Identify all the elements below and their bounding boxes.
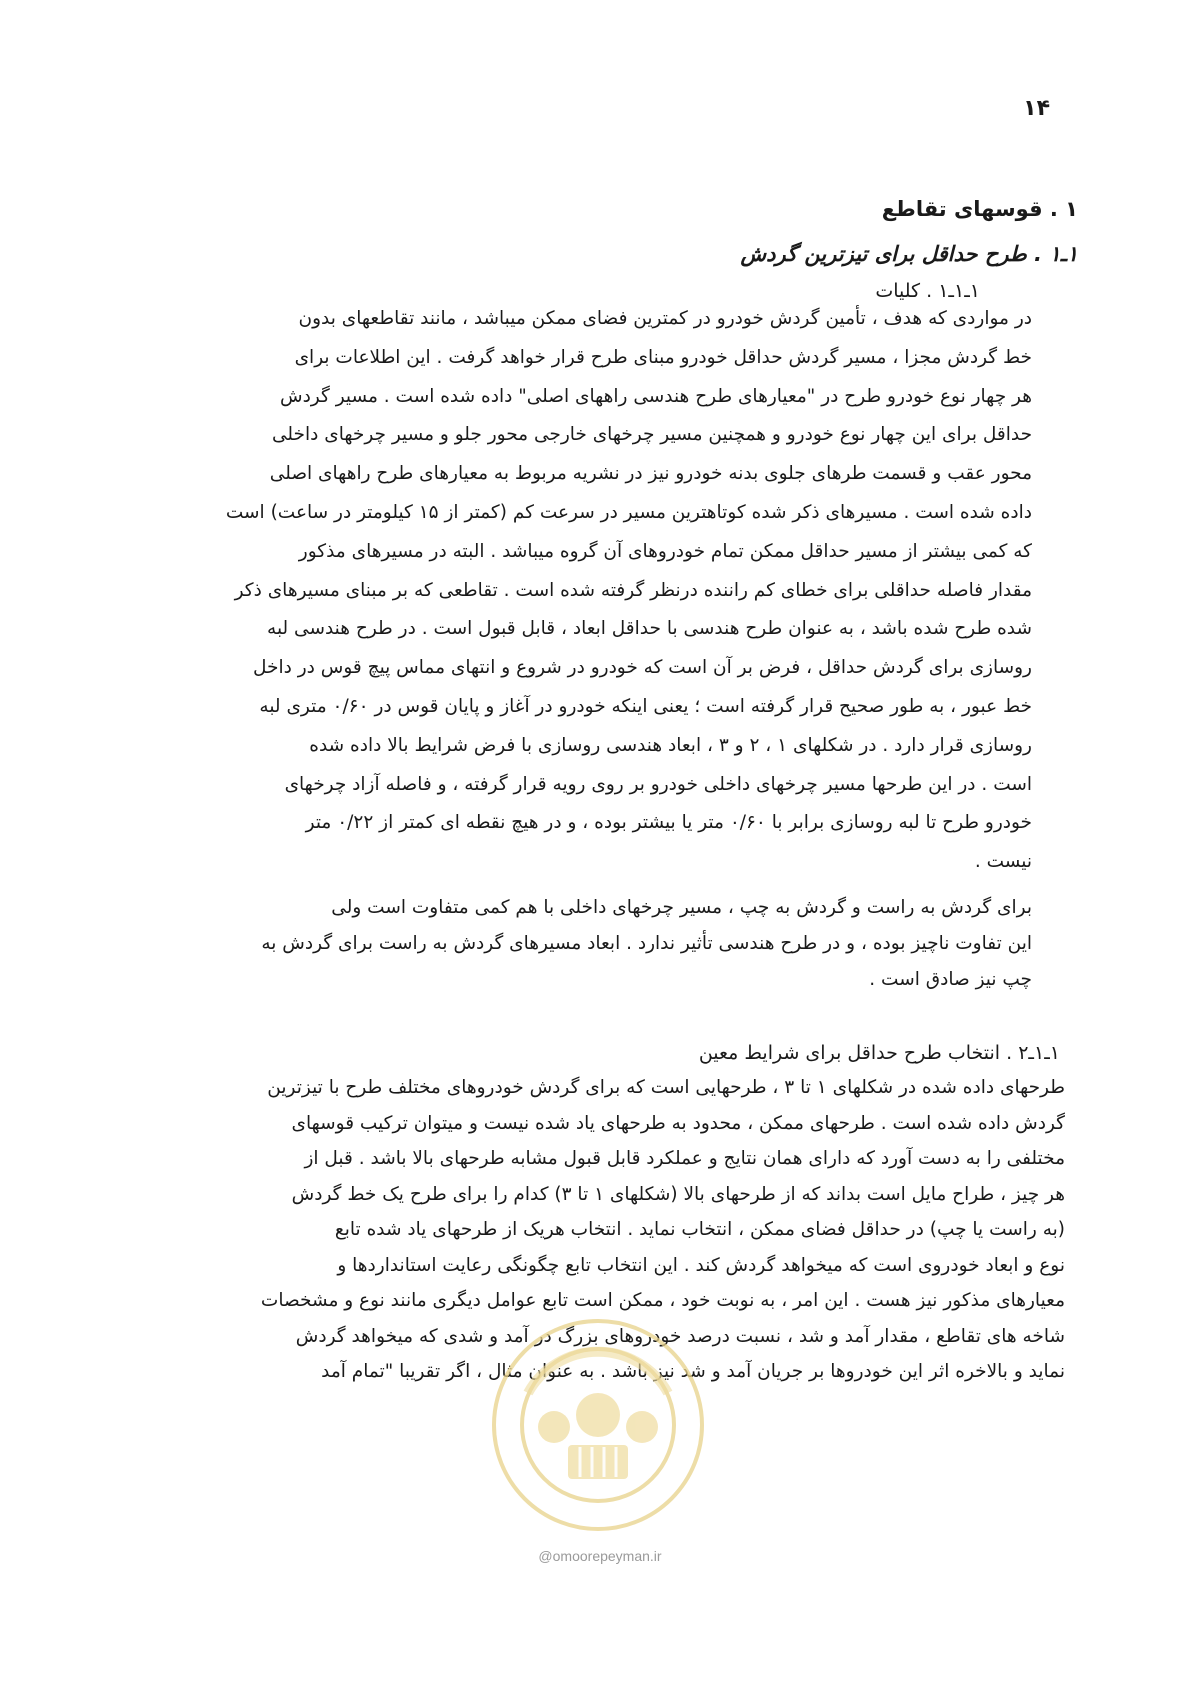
watermark-seal-icon <box>488 1315 708 1535</box>
subsubsection-heading-general: ۱ـ۱ـ۱ . کلیات <box>875 280 980 302</box>
text-line: نیست . <box>974 851 1032 873</box>
subsection-heading: ۱ـ۱ . طرح حداقل برای تیزترین گردش <box>740 242 1078 266</box>
watermark-url: @omoorepeyman.ir <box>538 1548 662 1564</box>
text-line: مقدار فاصله حداقلی برای خطای کم راننده درنظر گرفته شده است . تقاطعی که بر مبنای مسیرهای ذکر <box>234 579 1032 601</box>
subsubsection-heading-selection: ۱ـ۱ـ۲ . انتخاب طرح حداقل برای شرایط معین <box>698 1042 1060 1064</box>
text-line: محور عقب و قسمت طرهای جلوی بدنه خودرو نیز در نشریه مربوط به معیارهای طرح راههای اصلی <box>269 463 1032 485</box>
text-line: چپ نیز صادق است . <box>869 969 1032 990</box>
text-line: این تفاوت ناچیز بوده ، و در طرح هندسی تأثیر ندارد . ابعاد مسیرهای گردش به راست برای گردش به <box>261 933 1032 954</box>
text-line: (به راست یا چپ) در حداقل فضای ممکن ، انتخاب نماید . انتخاب هریک از طرحهای یاد شده تابع <box>334 1219 1065 1240</box>
text-line: هر چهار نوع خودرو طرح در "معیارهای طرح هندسی راههای اصلی" داده شده است . مسیر گردش <box>279 385 1032 407</box>
page-number: ۱۴ <box>1023 96 1050 121</box>
text-line: معیارهای مذکور نیز هست . این امر ، به نوبت خود ، ممکن است تابع عوامل دیگری مانند نوع و مشخصات <box>260 1290 1065 1311</box>
text-line: خط گردش مجزا ، مسیر گردش حداقل خودرو مبنای طرح قرار خواهد گرفت . این اطلاعات برای <box>294 346 1032 368</box>
text-line: روسازی قرار دارد . در شکلهای ۱ ، ۲ و ۳ ، ابعاد هندسی روسازی با فرض شرایط بالا داده شده <box>309 734 1032 756</box>
text-line: روسازی برای گردش حداقل ، فرض بر آن است که خودرو در شروع و انتهای مماس پیچ قوس در داخل <box>253 657 1032 679</box>
text-line: شاخه های تقاطع ، مقدار آمد و شد ، نسبت درصد خودروهای بزرگ در آمد و شدی که میخواهد گردش <box>295 1325 1065 1347</box>
paragraph-turn-direction <box>232 890 1032 998</box>
text-line: حداقل برای این چهار نوع خودرو و همچنین مسیر چرخهای خارجی محور جلو و مسیر چرخهای داخلی <box>272 424 1032 446</box>
text-line: مختلفی را به دست آورد که دارای همان نتایج و عملکرد قابل قبول مشابه طرحهای بالا باشد . قبل از <box>304 1148 1065 1169</box>
section-heading: ۱ . قوسهای تقاطع <box>881 197 1078 221</box>
text-line: هر چیز ، طراح مایل است بداند که از طرحهای بالا (شکلهای ۱ تا ۳) کدام را برای طرح یک خط گردش <box>291 1183 1065 1205</box>
text-line: برای گردش به راست و گردش به چپ ، مسیر چرخهای داخلی با هم کمی متفاوت است ولی <box>331 897 1032 918</box>
paragraph-general <box>212 300 1032 882</box>
text-line: طرحهای داده شده در شکلهای ۱ تا ۳ ، طرحهایی است که برای گردش خودروهای مختلف طرح با تیزترین <box>267 1077 1065 1098</box>
text-line: نوع و ابعاد خودروی است که میخواهد گردش کند . این انتخاب تابع چگونگی رعایت استانداردها و <box>337 1254 1065 1276</box>
text-line: نماید و بالاخره اثر این خودروها بر جریان آمد و شد نیز باشد . به عنوان مثال ، اگر تقریبا "تمام آمد <box>321 1361 1065 1382</box>
text-line: خودرو طرح تا لبه روسازی برابر با ۰/۶۰ متر یا بیشتر بوده ، و در هیچ نقطه ای کمتر از ۰/۲۲ متر <box>305 812 1032 834</box>
text-line: داده شده است . مسیرهای ذکر شده کوتاهترین مسیر در سرعت کم (کمتر از ۱۵ کیلومتر در ساعت) است <box>225 501 1032 523</box>
text-line: در مواردی که هدف ، تأمین گردش خودرو در کمترین فضای ممکن میباشد ، مانند تقاطعهای بدون <box>298 308 1032 329</box>
text-line: است . در این طرحها مسیر چرخهای داخلی خودرو بر روی رویه قرار گرفته ، و فاصله آزاد چرخهای <box>284 773 1032 795</box>
text-line: گردش داده شده است . طرحهای ممکن ، محدود به طرحهای یاد شده نیست و میتوان ترکیب قوسهای <box>291 1112 1065 1134</box>
text-line: خط عبور ، به طور صحیح قرار گرفته است ؛ یعنی اینکه خودرو در آغاز و پایان قوس در ۰/۶۰ متری لبه <box>259 695 1032 717</box>
text-line: که کمی بیشتر از مسیر حداقل ممکن تمام خودروهای آن گروه میباشد . البته در مسیرهای مذکور <box>298 540 1032 562</box>
text-line: شده طرح شده باشد ، به عنوان طرح هندسی با حداقل ابعاد ، قابل قبول است . در طرح هندسی لبه <box>267 618 1032 640</box>
